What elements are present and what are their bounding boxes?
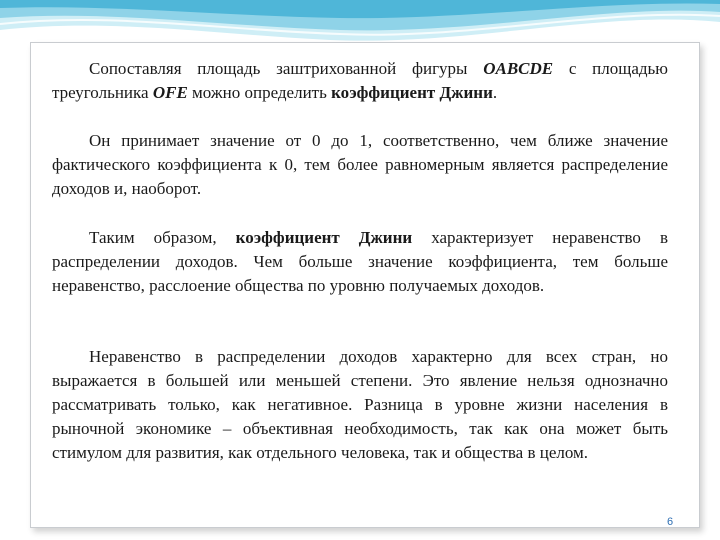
page-number: 6 bbox=[667, 516, 674, 528]
p3-text-2: характеризует неравенство в распределении доходов. Чем больше значение коэффициента, тем больше неравенство, расслоение общества по уровню получаемых доходов. bbox=[52, 228, 668, 295]
p3-text-1: Таким образом, bbox=[89, 228, 236, 247]
figure-label-oabcde: OABCDE bbox=[483, 59, 554, 78]
paragraph-market-economy: Неравенство в распределении доходов характерно для всех стран, но выражается в большей или меньшей степени. Это явление нельзя однозначно рассматривать только, как негативное. Разница в уровне жизни населения в рыночной экономике – объективная необходимость, так как она может быть стимулом для развития, как отдельного человека, так и общества в целом. bbox=[52, 347, 668, 462]
paragraph-gini-definition bbox=[52, 57, 668, 105]
p1-text-1: Сопоставляя площадь заштрихованной фигуры bbox=[89, 59, 484, 78]
triangle-label-ofe: OFE bbox=[152, 83, 188, 102]
term-gini-coefficient-2: коэффициент Джини bbox=[235, 228, 413, 247]
p1-text-2: с площадью треугольника bbox=[52, 59, 669, 102]
paragraph-value-range: Он принимает значение от 0 до 1, соответственно, чем ближе значение фактического коэффициента к 0, тем более равномерным является распределение доходов и, наоборот. bbox=[52, 131, 668, 198]
p1-text-4: . bbox=[492, 83, 498, 102]
p1-text-3: можно определить bbox=[187, 83, 332, 102]
term-gini-coefficient: коэффициент Джини bbox=[331, 83, 493, 102]
paragraph-inequality bbox=[52, 226, 668, 298]
